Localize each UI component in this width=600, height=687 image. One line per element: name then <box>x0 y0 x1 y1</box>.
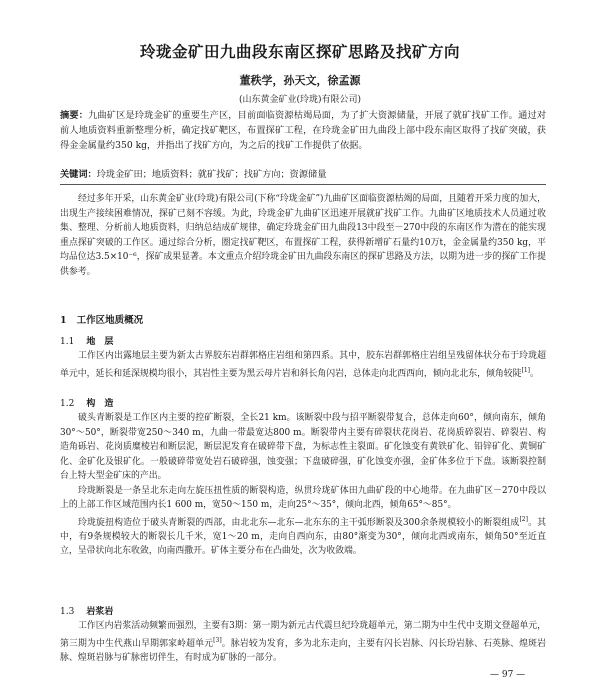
keywords-text: 玲珑金矿田；地质资料；就矿找矿；找矿方向；资源储量 <box>96 169 327 180</box>
section-1-heading <box>60 312 143 326</box>
subsection-1-1-heading <box>60 334 113 347</box>
structure-paragraphs <box>60 411 546 559</box>
page-number: — 97 — <box>490 670 526 680</box>
ref-2: [2] <box>519 515 528 523</box>
structure-text-3: 玲珑旋扭构造位于破头青断裂的西部，由北北东—北东—北东东的主干弧形断裂及300余条规模较小的断裂组成 <box>78 517 520 528</box>
paper-title: 玲珑金矿田九曲段东南区探矿思路及找矿方向 <box>139 43 460 61</box>
structure-text-2: 玲珑断裂是一条呈北东走向左旋压扭性质的断裂构造，纵贯玲珑矿体田九曲矿段的中心地带。在九曲矿区－270中段以上的上部工作区域范围内长1 600 m，宽50～150 m，走向25°～35°，倾向北西，倾角65°～85°。 <box>60 485 546 510</box>
magmatic-text: 工作区内岩浆活动频繁而强烈，主要有3期：第一期为新元古代震旦纪玲珑超单元，第二期为中生代中支期文登超单元，第三期为中生代燕山早期郭家岭超单元 <box>60 621 546 649</box>
magmatic-paragraph <box>60 619 546 665</box>
intro-paragraph <box>60 192 546 279</box>
section-1-title: 工作区地质概况 <box>76 315 144 326</box>
abstract-text: 九曲矿区是玲珑金矿的重要生产区，目前面临资源枯竭局面，为了扩大资源储量，开展了就矿找矿工作。通过对前人地质资料重新整理分析，确定找矿靶区，布置探矿工程，在玲珑金矿田九曲段上部中段东南区取得了找矿突破，获得金金属量约350 kg，并指出了找矿方向，为之后的找矿工作提供了依据。 <box>60 110 547 151</box>
affiliation: (山东黄金矿业(玲珑)有限公司) <box>238 95 362 105</box>
subsection-1-1-title: 地 层 <box>86 337 114 347</box>
subsection-1-2-heading <box>60 396 113 409</box>
subsection-1-3-title: 岩浆岩 <box>86 607 114 617</box>
intro-text: 经过多年开采，山东黄金矿业(玲珑)有限公司(下称“玲珑金矿”)九曲矿区面临资源枯竭的局面，且随着开采力度的加大，出现生产接续困难情况，探矿已刻不容缓。为此，玲珑金矿九曲矿区迅速开展就矿找矿工作。九曲矿区地质技术人员通过收集、整理、分析前人地质资料，归纳总结成矿规律，确定玲珑金矿田九曲段13中段至－270中段的东南区作为潜在的能实现重点探矿突破的工作区。通过综合分析，圈定找矿靶区，布置探矿工程，获得新增矿石量约10万t，金金属量约350 kg，平均品位达3.5×10⁻⁶，探矿成果显著。本文重点介绍玲珑金矿田九曲段东南区的探矿思路及方法，以期为进一步的探矿工作提供参考。 <box>60 194 546 277</box>
subsection-1-1-number: 1.1 <box>60 337 75 347</box>
ref-3: [3] <box>213 636 222 644</box>
structure-text-3-tail: 。其中，有9条规模较大的断裂长几千米，宽1～20 m，走向自西向东，由80°渐变为30°，倾向北西或南东，倾角50°至近直立，呈帚状向北东收敛，向南西撒开。矿体主要分布在凸曲处，次为收敛端。 <box>60 517 547 557</box>
abstract-divider <box>60 184 546 185</box>
stratum-text: 工作区内出露地层主要为新太古界胶东岩群郭格庄岩组和第四系。其中，胶东岩群郭格庄岩组呈残留体状分布于玲珑超单元中，延长和延深规模均很小，其岩性主要为黑云母片岩和斜长角闪岩，总体走向北西西向，倾向北北东，倾角较陡 <box>60 351 546 379</box>
stratum-paragraph: 工作区内出露地层主要为新太古界胶东岩群郭格庄岩组和第四系。其中，胶东岩群郭格庄岩组呈残留体状分布于玲珑超单元中，延长和延深规模均很小，其岩性主要为黑云母片岩和斜长角闪岩，总体走向北西西向，倾向北北东，倾角较陡[1]。 <box>60 351 546 379</box>
subsection-1-3-heading <box>60 604 113 617</box>
structure-text-1: 破头青断裂是工作区内主要的控矿断裂，全长21 km。该断裂中段与招平断裂带复合，总体走向60°，倾向南东，倾角30°～50°，断裂带宽250～340 m，九曲一带最宽达800 m。断裂带内主要有碎裂状花岗岩、花岗质碎裂岩、碎裂岩、构造角砾岩、花岗质糜棱岩和断层泥，断层泥发育在破碎带下盘，为标志性主裂面。矿化蚀变有黄铁矿化、铅锌矿化、黄铜矿化、金矿化及银矿化。一般破碎带宽处岩石破碎强，蚀变强；下盘破碎强，矿化蚀变亦强，金矿体多位于下盘。该断裂控制台上特大型金矿床的产出。 <box>60 413 546 481</box>
author-list: 董秩学，孙天文，徐孟源 <box>239 74 361 87</box>
abstract-label: 摘要： <box>60 110 89 121</box>
abstract <box>60 108 546 153</box>
subsection-1-3-number: 1.3 <box>60 607 75 617</box>
keywords-label: 关键词： <box>60 169 97 180</box>
keywords <box>60 167 546 182</box>
magmatic-text-tail: 。脉岩较为发育，多为北东走向，主要有闪长岩脉、闪长玢岩脉、石英脉、煌斑岩脉、煌斑岩脉与矿脉密切伴生，有时成为矿脉的一部分。 <box>60 638 547 663</box>
subsection-1-2-title: 构 造 <box>86 399 114 409</box>
section-1-number: 1 <box>60 315 67 326</box>
subsection-1-2-number: 1.2 <box>60 399 75 409</box>
ref-1: [1] <box>521 366 530 374</box>
